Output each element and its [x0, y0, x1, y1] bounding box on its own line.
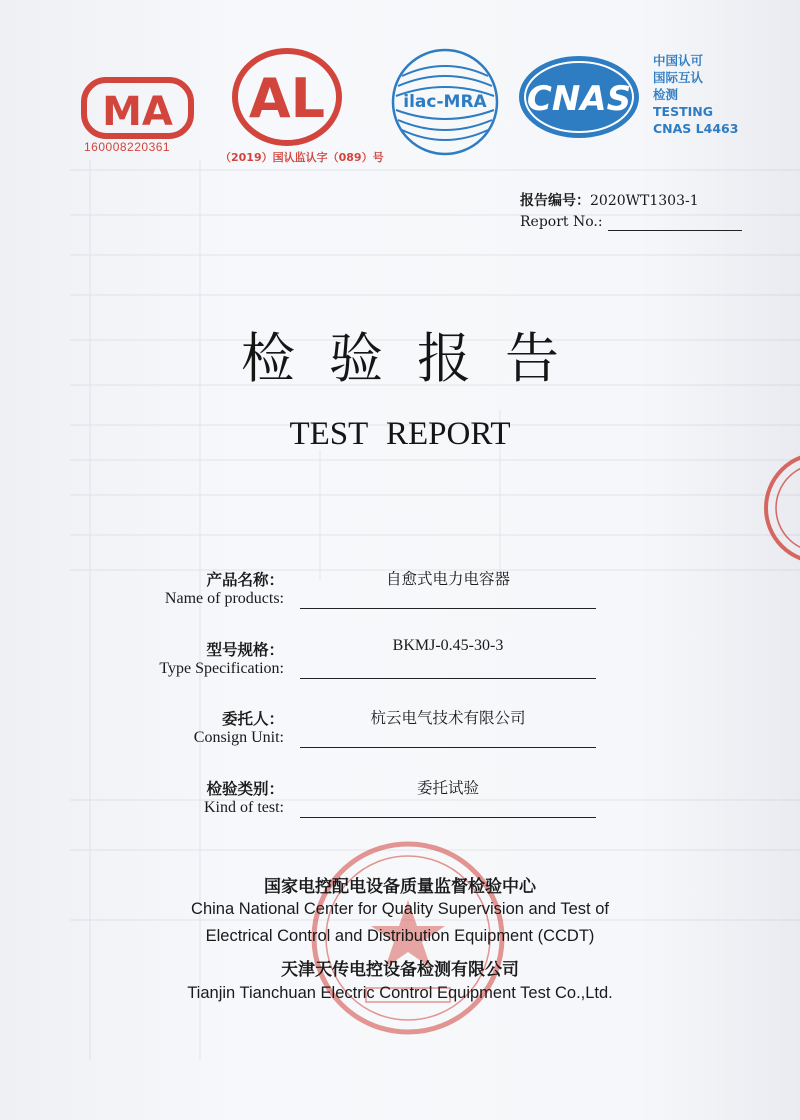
organization-name-en-line1: China National Center for Quality Supervision and Test of [191, 900, 609, 918]
edge-seal-icon [760, 448, 800, 568]
report-number-block [520, 190, 699, 230]
report-number-value: 2020WT1303-1 [590, 193, 699, 209]
field-value: 杭云电气技术有限公司 [370, 709, 526, 727]
cnas-mark-text [653, 52, 738, 137]
field-underline [300, 608, 596, 609]
field-label-en: Type Specification: [159, 660, 284, 677]
field-underline [300, 817, 596, 818]
field-label-cn: 产品名称： [206, 571, 284, 589]
company-name-en: Tianjin Tianchuan Electric Control Equipment Test Co.,Ltd. [187, 984, 613, 1002]
field-consign-unit [0, 707, 800, 767]
field-label-en: Kind of test: [204, 799, 284, 816]
field-label-en: Consign Unit: [193, 729, 284, 746]
field-label-cn: 检验类别： [206, 780, 284, 798]
cal-logo-letters: AL [248, 67, 326, 130]
field-underline [300, 678, 596, 679]
field-value: 自愈式电力电容器 [385, 570, 510, 588]
report-number-label-en: Report No.: [520, 214, 603, 230]
field-kind-of-test [0, 777, 800, 837]
organization-name-en-line2: Electrical Control and Distribution Equipment (CCDT) [205, 927, 595, 945]
cnas-logo-letters: CNAS [526, 79, 632, 119]
field-label-en: Name of products: [164, 590, 284, 607]
field-label-cn: 型号规格： [206, 641, 284, 659]
cnas-line: 检测 [653, 87, 679, 102]
field-product-name [0, 568, 800, 628]
company-name-cn: 天津天传电控设备检测有限公司 [281, 960, 519, 980]
cma-logo-letters: MA [102, 89, 173, 135]
cal-certificate-number: （2019）国认监认字（089）号 [220, 151, 384, 164]
cal-logo-icon [230, 45, 345, 150]
field-value: 委托试验 [416, 779, 479, 797]
field-value: BKMJ-0.45-30-3 [392, 637, 504, 654]
cma-certificate-number: 160008220361 [84, 140, 171, 154]
cnas-line: 国际互认 [653, 70, 704, 85]
field-underline [300, 747, 596, 748]
field-label-cn: 委托人： [221, 710, 284, 728]
cnas-line: 中国认可 [653, 53, 704, 68]
report-number-label-cn: 报告编号： [520, 193, 590, 209]
cnas-line: TESTING [653, 104, 713, 119]
cnas-logo-icon [516, 52, 642, 142]
cnas-line: CNAS L4463 [653, 121, 739, 136]
report-title-en: TEST REPORT [289, 416, 511, 452]
ilac-mra-logo-icon [390, 46, 500, 158]
ilac-mra-logo-text: ilac-MRA [403, 92, 487, 112]
report-number-underline [608, 230, 742, 231]
organization-name-cn: 国家电控配电设备质量监督检验中心 [264, 877, 536, 897]
field-type-specification [0, 638, 800, 698]
report-title-cn: 检验报告 [241, 327, 593, 390]
